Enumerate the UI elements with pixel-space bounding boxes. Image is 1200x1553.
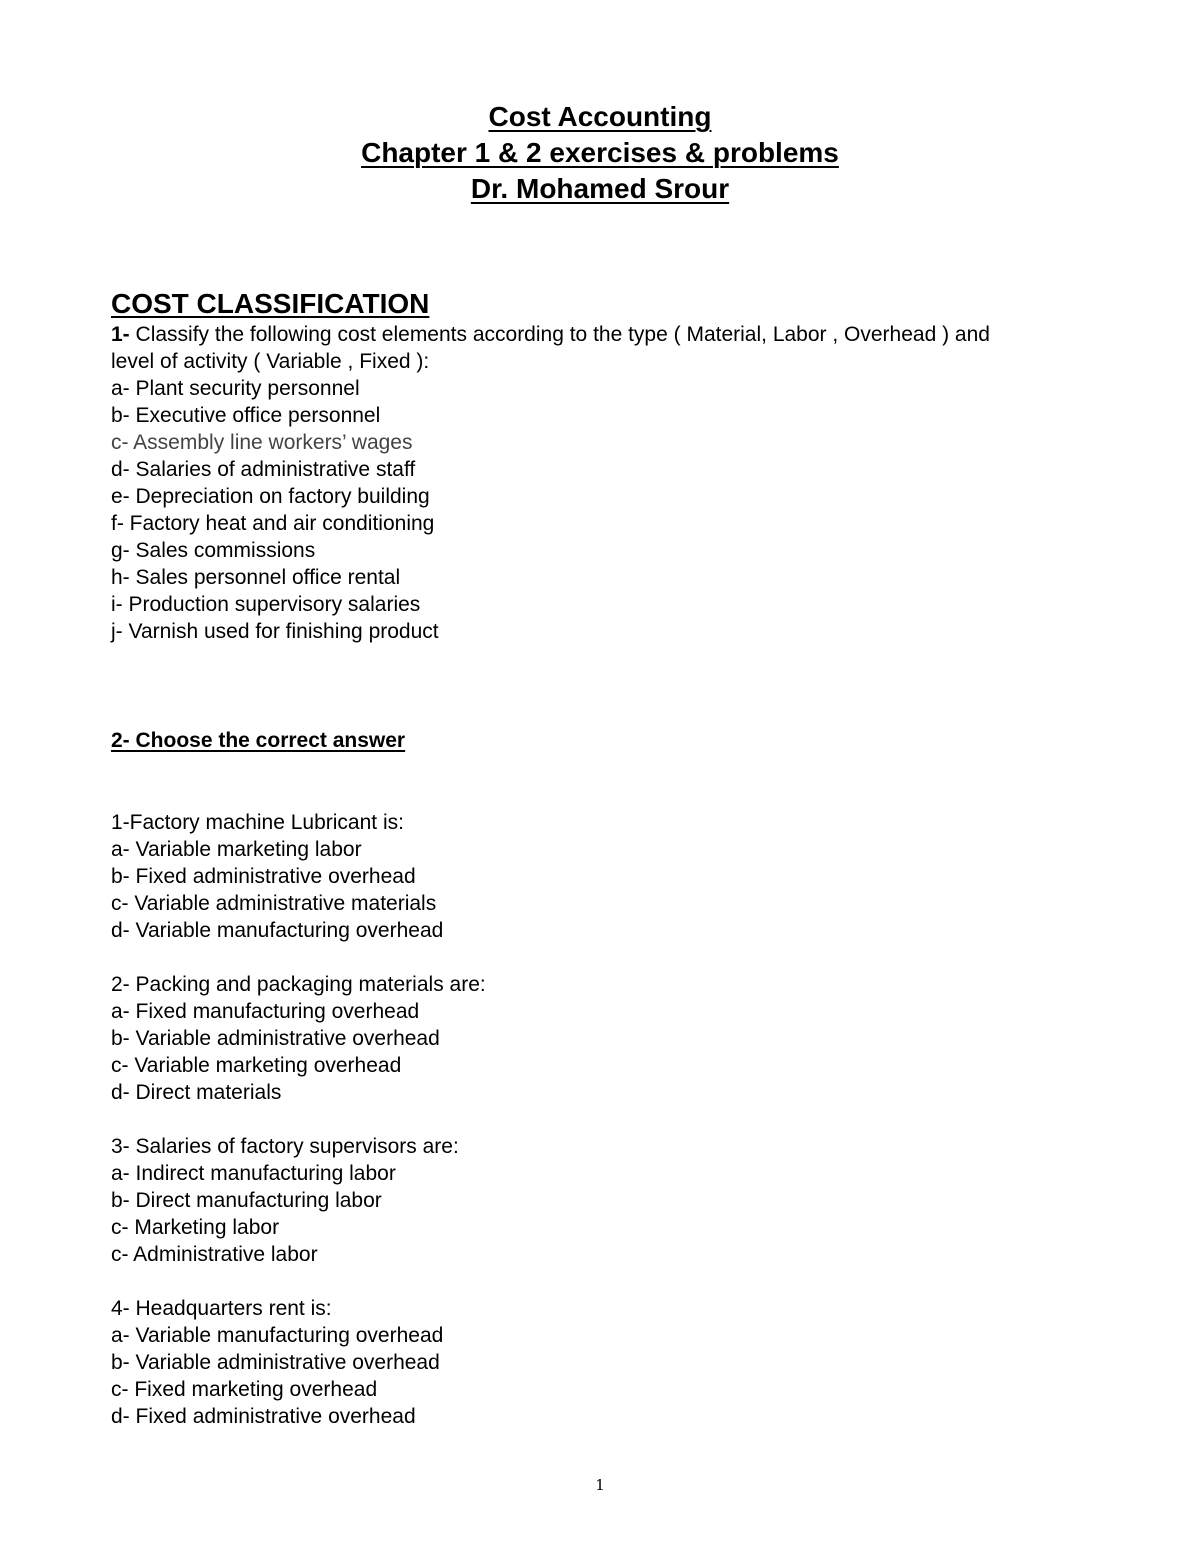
document-subtitle: Chapter 1 & 2 exercises & problems — [361, 137, 839, 168]
mc-question-prompt: 1-Factory machine Lubricant is: — [111, 811, 404, 834]
question-1-instruction — [111, 321, 1111, 348]
document-title: Cost Accounting — [488, 101, 712, 132]
mc-option: a- Variable manufacturing overhead — [111, 1324, 444, 1347]
mc-question-prompt: 2- Packing and packaging materials are: — [111, 973, 486, 996]
mc-option: b- Direct manufacturing labor — [111, 1189, 382, 1212]
page-number: 1 — [595, 1476, 605, 1494]
document-author: Dr. Mohamed Srour — [470, 173, 730, 204]
mc-option: a- Indirect manufacturing labor — [111, 1162, 396, 1185]
mc-option: c- Variable administrative materials — [111, 892, 437, 915]
list-item: g- Sales commissions — [111, 539, 316, 562]
list-item: h- Sales personnel office rental — [111, 566, 401, 589]
mc-option: c- Fixed marketing overhead — [111, 1378, 378, 1401]
list-item: f- Factory heat and air conditioning — [111, 512, 435, 535]
mc-question-prompt: 3- Salaries of factory supervisors are: — [111, 1135, 459, 1158]
mc-option: c- Marketing labor — [111, 1216, 280, 1239]
list-item: e- Depreciation on factory building — [111, 485, 430, 508]
mc-option: b- Variable administrative overhead — [111, 1351, 440, 1374]
mc-option: c- Variable marketing overhead — [111, 1054, 402, 1077]
mc-option: a- Variable marketing labor — [111, 838, 362, 861]
mc-option: d- Fixed administrative overhead — [111, 1405, 416, 1428]
list-item: j- Varnish used for finishing product — [111, 620, 439, 643]
mc-option: d- Variable manufacturing overhead — [111, 919, 444, 942]
list-item: i- Production supervisory salaries — [111, 593, 421, 616]
question-1-number: 1- — [111, 323, 130, 346]
question-1-instruction-text: Classify the following cost elements according to the type ( Material, Labor , Overhead ) and — [129, 323, 990, 346]
mc-option: b- Variable administrative overhead — [111, 1027, 440, 1050]
document-body — [111, 287, 1111, 1430]
question-1-instruction-continued: level of activity ( Variable , Fixed ): — [111, 350, 430, 373]
title-block — [0, 99, 1200, 207]
mc-option: a- Fixed manufacturing overhead — [111, 1000, 420, 1023]
mc-question-prompt: 4- Headquarters rent is: — [111, 1297, 332, 1320]
mc-option: c- Administrative labor — [111, 1243, 318, 1266]
section-heading-choose-answer: 2- Choose the correct answer — [111, 729, 406, 752]
section-heading-cost-classification: COST CLASSIFICATION — [111, 288, 430, 319]
list-item: b- Executive office personnel — [111, 404, 381, 427]
list-item: a- Plant security personnel — [111, 377, 360, 400]
mc-option: d- Direct materials — [111, 1081, 282, 1104]
list-item: c- Assembly line workers’ wages — [111, 431, 413, 454]
mc-option: b- Fixed administrative overhead — [111, 865, 416, 888]
list-item: d- Salaries of administrative staff — [111, 458, 416, 481]
